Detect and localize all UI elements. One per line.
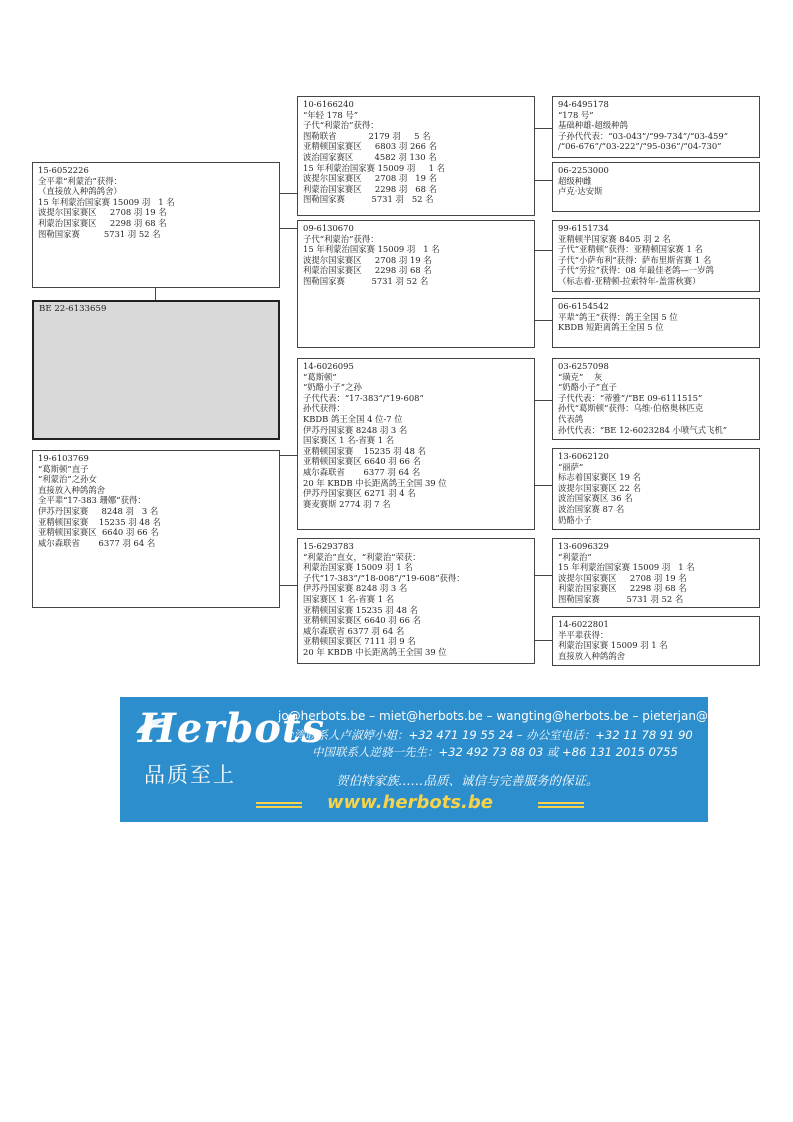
pedigree-line: 国家赛区 1 名-省赛 1 名 bbox=[303, 435, 395, 446]
pedigree-line: 20 年 KBDB 中长距离鸽王全国 39 位 bbox=[303, 646, 447, 657]
pedigree-line: 平辈“鸽王”获得：鸽王全国 5 位 bbox=[558, 311, 678, 322]
ring-number: 15-6052226 bbox=[38, 165, 89, 175]
connector-sd-sdd bbox=[534, 320, 552, 321]
ring-number: 15-6293783 bbox=[303, 541, 354, 551]
pedigree-line: 子代“亚精顿”获得：亚精顿国家赛 1 名 bbox=[558, 244, 703, 255]
connector-sire-subject bbox=[155, 288, 156, 300]
pedigree-line: 子代“利蒙治”获得： bbox=[303, 233, 379, 244]
sire-sire-dam-box bbox=[552, 162, 760, 212]
dam-dam-box bbox=[297, 538, 535, 664]
tagline: 贺伯特家族……品质、诚信与完善服务的保证。 bbox=[336, 773, 599, 788]
pedigree-line: （标志着-亚精顿-拉索特年-盖雷秋赛） bbox=[558, 275, 701, 286]
pedigree-line: 亚精顿国家赛 15235 羽 48 名 bbox=[38, 516, 161, 527]
pedigree-line: 图勒国家赛 5731 羽 52 名 bbox=[303, 275, 429, 286]
website-left-rule-2 bbox=[256, 806, 302, 808]
pedigree-line: “璜克” 灰 bbox=[558, 371, 603, 382]
pedigree-line: 波提尔国家赛区 2708 羽 19 名 bbox=[558, 572, 687, 583]
pedigree-line: 标志着国家赛区 19 名 bbox=[558, 472, 641, 483]
pedigree-line: 亚精顿国家赛区 6640 羽 66 名 bbox=[303, 456, 421, 467]
pedigree-line: 子代代表：“17-383”/“19-608” bbox=[303, 392, 424, 403]
pedigree-line: 亚精顿国家赛区 7111 羽 9 名 bbox=[303, 636, 416, 647]
pedigree-line: 波提尔国家赛区 22 名 bbox=[558, 482, 641, 493]
ring-number: 06-2253000 bbox=[558, 165, 609, 175]
pedigree-line: 孙代代表：“BE 12-6023284 小喷气式飞机” bbox=[558, 424, 728, 435]
pedigree-line: 15 年利蒙治国家赛 15009 羽 1 名 bbox=[38, 196, 175, 207]
pedigree-line: 孙代获得： bbox=[303, 403, 345, 414]
pedigree-line: 全平辈“17-383 珊娜”获得： bbox=[38, 495, 146, 506]
pedigree-line: 国家赛区 1 名-省赛 1 名 bbox=[303, 593, 395, 604]
subject-ring: BE 22-6133659 bbox=[39, 304, 107, 314]
pedigree-line: 利蒙治国家赛区 2298 羽 68 名 bbox=[38, 217, 167, 228]
pedigree-line: 伊苏丹国家赛 8248 羽 3 名 bbox=[303, 424, 408, 435]
pedigree-line: 子代“17-383”/“18-008”/“19-608”获得： bbox=[303, 572, 465, 583]
connector-dam-ds bbox=[279, 455, 297, 456]
pedigree-line: 亚精顿国家赛 15235 羽 48 名 bbox=[303, 445, 426, 456]
pedigree-line: 波治国家赛区 36 名 bbox=[558, 493, 633, 504]
pedigree-line: 亚精顿国家赛区 6803 羽 266 名 bbox=[303, 141, 437, 152]
pedigree-line: KBDB 短距离鸽王全国 5 位 bbox=[558, 322, 664, 333]
pedigree-line: “利蒙治”直女，“利蒙治”荣获： bbox=[303, 551, 421, 562]
pedigree-line: 子孙代代表：“03-043”/“99-734”/“03-459” bbox=[558, 130, 728, 141]
pedigree-line: 亚精顿半国家赛 8405 羽 2 名 bbox=[558, 233, 671, 244]
sire-dam-box bbox=[297, 220, 535, 348]
connector-dd-dds bbox=[534, 575, 552, 576]
pedigree-line: 利蒙治国家赛区 2298 羽 68 名 bbox=[303, 265, 432, 276]
pedigree-line: /“06-676”/“03-222”/“95-036”/“04-730” bbox=[558, 141, 722, 152]
dam-sire-dam-box bbox=[552, 448, 760, 530]
pedigree-line: KBDB 鸽王全国 4 位-7 位 bbox=[303, 413, 403, 424]
slogan: 品质至上 bbox=[144, 763, 236, 787]
pedigree-line: 直接放入种鸽鸽舍 bbox=[558, 650, 625, 661]
dam-dam-dam-box bbox=[552, 616, 760, 666]
connector-ss-ssd bbox=[534, 180, 552, 181]
ring-number: 19-6103769 bbox=[38, 453, 89, 463]
connector-sire-sd bbox=[279, 228, 297, 229]
herbots-banner bbox=[120, 697, 773, 822]
connector-dd-ddd bbox=[534, 640, 552, 641]
pedigree-line: 利蒙治国家赛 15009 羽 1 名 bbox=[303, 562, 413, 573]
pedigree-line: 威尔森联省 6377 羽 64 名 bbox=[303, 466, 421, 477]
pedigree-line: “利蒙治” bbox=[558, 551, 592, 562]
pedigree-line: 亚精顿国家赛 15235 羽 48 名 bbox=[303, 604, 418, 615]
pedigree-line: 子代“劳拉”获得：08 年最佳老鸽—一岁鸽 bbox=[558, 265, 714, 276]
sire-dam-dam-box bbox=[552, 298, 760, 348]
pedigree-line: 20 年 KBDB 中长距离鸽王全国 39 位 bbox=[303, 477, 447, 488]
pedigree-line: 子代“利蒙治”获得： bbox=[303, 120, 379, 131]
pedigree-line: 半平辈获得： bbox=[558, 629, 609, 640]
website-right-rule-2 bbox=[538, 806, 584, 808]
ring-number: 99-6151734 bbox=[558, 223, 609, 233]
subject-box bbox=[32, 300, 280, 440]
pedigree-line: “奶酪小子”直子 bbox=[558, 382, 617, 393]
ring-number: 94-6495178 bbox=[558, 99, 609, 109]
ring-number: 14-6026095 bbox=[303, 361, 354, 371]
pedigree-line: 图勒国家赛 5731 羽 52 名 bbox=[38, 228, 161, 239]
pedigree-line: 威尔森联省 6377 羽 64 名 bbox=[38, 537, 156, 548]
pedigree-line: 子代代表：“蒂雅”/“BE 09-6111515” bbox=[558, 392, 703, 403]
pedigree-line: “年轻 178 号” bbox=[303, 109, 358, 120]
sire-sire-sire-box bbox=[552, 96, 760, 158]
connector-sd-sds bbox=[534, 250, 552, 251]
pedigree-line: 亚精顿国家赛区 6640 羽 66 名 bbox=[303, 615, 421, 626]
dam-box bbox=[32, 450, 280, 608]
pedigree-line: 波治国家赛 87 名 bbox=[558, 503, 625, 514]
pedigree-line: “178 号” bbox=[558, 109, 594, 120]
ring-number: 09-6130670 bbox=[303, 223, 354, 233]
ring-number: 10-6166240 bbox=[303, 99, 354, 109]
pedigree-line: 15 年利蒙治国家赛 15009 羽 1 名 bbox=[558, 562, 695, 573]
pedigree-line: 威尔森联省 6377 羽 64 名 bbox=[303, 625, 405, 636]
pedigree-line: 图勒联省 2179 羽 5 名 bbox=[303, 130, 431, 141]
ring-number: 03-6257098 bbox=[558, 361, 609, 371]
pedigree-line: 15 年利蒙治国家赛 15009 羽 1 名 bbox=[303, 162, 445, 173]
connector-dam-dd bbox=[279, 585, 297, 586]
connector-ss-sss bbox=[534, 128, 552, 129]
pedigree-line: “利蒙治”之孙女 bbox=[38, 474, 97, 485]
pedigree-line: 卢克·达安斯 bbox=[558, 186, 603, 197]
pedigree-line: 伊苏丹国家赛区 6271 羽 4 名 bbox=[303, 488, 416, 499]
pedigree-line: “奶酪小子”之孙 bbox=[303, 382, 362, 393]
dam-sire-sire-box bbox=[552, 358, 760, 440]
connector-sire-ss bbox=[279, 193, 297, 194]
pedigree-line: 伊苏丹国家赛 8248 羽 3 名 bbox=[38, 505, 159, 516]
ring-number: 13-6062120 bbox=[558, 451, 609, 461]
pedigree-line: 15 年利蒙治国家赛 15009 羽 1 名 bbox=[303, 244, 440, 255]
pedigree-line: 赛麦赛斯 2774 羽 7 名 bbox=[303, 498, 391, 509]
ring-number: 06-6154542 bbox=[558, 301, 609, 311]
email-addresses: jo@herbots.be – miet@herbots.be – wangting@herbots.be – pieterjan@herbots.be bbox=[278, 709, 773, 723]
pedigree-line: （直接放入种鸽鸽舍） bbox=[38, 186, 122, 197]
pedigree-line: 孙代“葛斯顿”获得：乌维·伯格奥林匹克 bbox=[558, 403, 704, 414]
ring-number: 14-6022801 bbox=[558, 619, 609, 629]
pedigree-line: 直接放入种鸽鸽舍 bbox=[38, 484, 105, 495]
pedigree-line: 波提尔国家赛区 2708 羽 19 名 bbox=[303, 173, 437, 184]
pedigree-line: 奶酪小子 bbox=[558, 514, 592, 525]
pedigree-line: “葛斯顿”直子 bbox=[38, 463, 89, 474]
pedigree-line: 全平辈“利蒙治”获得： bbox=[38, 175, 122, 186]
pedigree-line: 代表鸽 bbox=[558, 413, 584, 424]
pedigree-line: 子代“小萨布利”获得：萨布里斯省赛 1 名 bbox=[558, 254, 712, 265]
website-link[interactable]: www.herbots.be bbox=[327, 792, 493, 813]
sire-box bbox=[32, 162, 280, 288]
contact-taiwan: 台湾联系人卢淑婷小姐：+32 471 19 55 24 – 办公室电话：+32 11 78 91 90 bbox=[282, 728, 693, 742]
ring-number: 13-6096329 bbox=[558, 541, 609, 551]
pedigree-line: 利蒙治国家赛 15009 羽 1 名 bbox=[558, 640, 668, 651]
dam-dam-sire-box bbox=[552, 538, 760, 608]
pedigree-line: 超级种雌 bbox=[558, 175, 592, 186]
pedigree-line: 亚精顿国家赛区 6640 羽 66 名 bbox=[38, 527, 159, 538]
pedigree-line: 利蒙治国家赛区 2298 羽 68 名 bbox=[558, 583, 687, 594]
dam-sire-box bbox=[297, 358, 535, 530]
herbots-logo: Herbots bbox=[138, 705, 325, 752]
pedigree-line: 波提尔国家赛区 2708 羽 19 名 bbox=[303, 254, 432, 265]
pedigree-line: 图勒国家赛 5731 羽 52 名 bbox=[303, 194, 434, 205]
sire-sire-box bbox=[297, 96, 535, 216]
pedigree-line: “葛斯顿” bbox=[303, 371, 337, 382]
pedigree-line: “丽萨” bbox=[558, 461, 584, 472]
contact-china: 中国联系人逆骁一先生：+32 492 73 88 03 或 +86 131 2015 0755 bbox=[312, 745, 678, 759]
pedigree-line: 基础种雄-超级种鸽 bbox=[558, 120, 628, 131]
connector-ds-dss bbox=[534, 400, 552, 401]
sire-dam-sire-box bbox=[552, 220, 760, 292]
pedigree-line: 波治国家赛区 4582 羽 130 名 bbox=[303, 151, 437, 162]
website-left-rule bbox=[256, 802, 302, 804]
pedigree-line: 伊苏丹国家赛 8248 羽 3 名 bbox=[303, 583, 408, 594]
pedigree-line: 图勒国家赛 5731 羽 52 名 bbox=[558, 593, 684, 604]
connector-ds-dsd bbox=[534, 485, 552, 486]
pedigree-line: 波提尔国家赛区 2708 羽 19 名 bbox=[38, 207, 167, 218]
website-right-rule bbox=[538, 802, 584, 804]
pedigree-line: 利蒙治国家赛区 2298 羽 68 名 bbox=[303, 183, 437, 194]
